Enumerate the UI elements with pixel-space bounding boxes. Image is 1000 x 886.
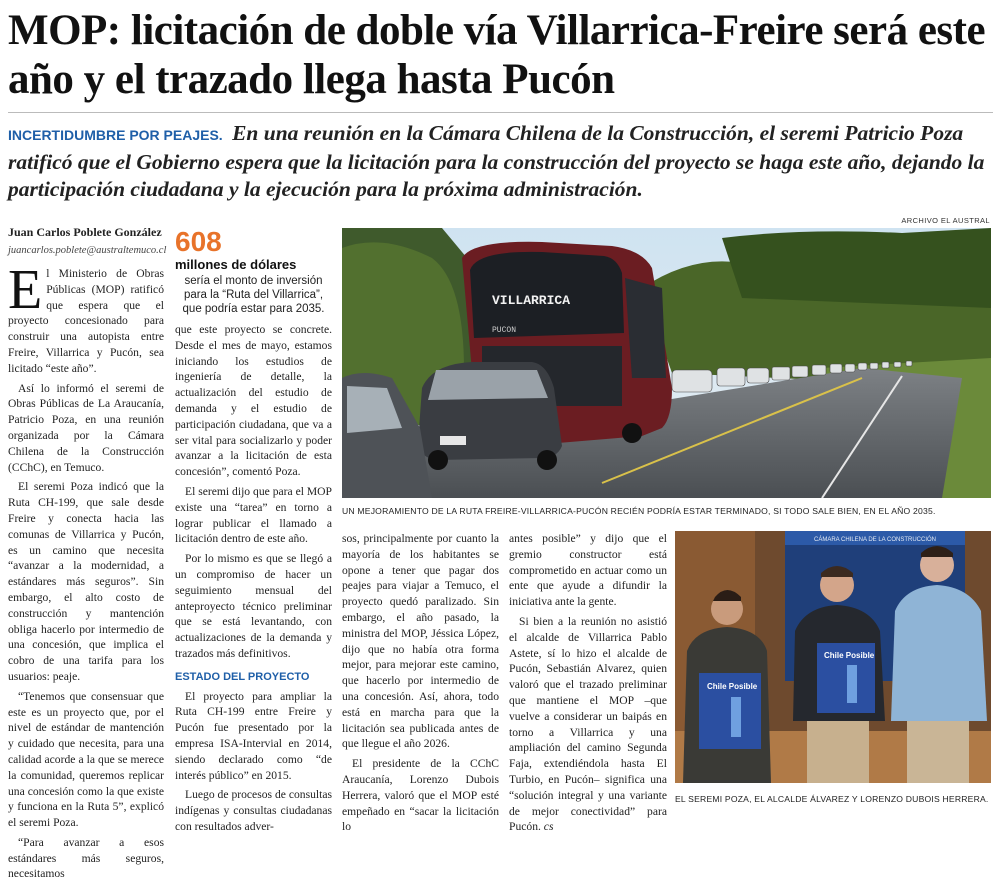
headline: MOP: licitación de doble vía Villarrica-Freire será este año y el trazado llega hasta Pucón (8, 7, 986, 103)
stat-unit: millones de dólares (175, 257, 297, 272)
bus-sign: VILLARRICA (492, 293, 571, 308)
paragraph: “Para avanzar a esos estándares más seguros, necesitamos (8, 835, 164, 881)
suv (418, 362, 562, 470)
byline-author: Juan Carlos Poblete González (8, 225, 162, 239)
byline-email: juancarlos.poblete@australtemuco.cl (8, 245, 167, 256)
paragraph: antes posible” y dijo que el gremio constructor está comprometido en actuar como un ente que ayude a difundir la iniciativa ante la gente. (509, 532, 667, 609)
article-column-4 (509, 531, 667, 839)
stat-description: sería el monto de inversión para la “Ruta del Villarrica”, que podría estar para 2035. (182, 275, 325, 315)
traffic-photo (342, 228, 991, 498)
byline (8, 224, 168, 258)
dropcap: E (8, 259, 43, 321)
end-mark: cs (543, 820, 554, 834)
deck (8, 120, 993, 203)
headline-divider (8, 112, 993, 113)
paragraph: sos, principalmente por cuanto la mayoría de los habitantes se opone a tener que pagar dos peajes para viajar a Temuco, el proyecto quedó paralizado. Sin embargo, el año pasado, la ministra del MOP, Jéssica López, dijo que no había otra forma mejor, para mejorar este camino, que hacerlo por intermedio de una concesión. Así, ahora, todo está en marcha para que la licitación sea publicada antes de que llegue el año 2026. (342, 532, 499, 751)
paragraph: que este proyecto se concrete. Desde el mes de mayo, estamos iniciando los estudios de ingeniería de detalle, la actualización del estudio de demanda y el estudio de participación ciudadana, que va a ser vital para socializarlo y poder avanzar a la licitación de esta concesión”, comentó Poza. (175, 323, 332, 479)
article-column-3 (342, 531, 499, 839)
paragraph: Así lo informó el seremi de Obras Públicas de La Araucanía, Patricio Poza, en una reunión organizada por la Cámara Chilena de la Construcción (CChC), en Temuco. (8, 381, 164, 474)
book-chile-posible-right (817, 643, 875, 713)
article-column-2 (175, 227, 332, 839)
traffic-photo-caption: UN MEJORAMIENTO DE LA RUTA FREIRE-VILLARRICA-PUCÓN RECIÉN PODRÍA ESTAR TERMINADO, SI TODO SALE BIEN, EN EL AÑO 2035. (342, 506, 936, 516)
stat-box (175, 227, 332, 316)
officials-scene (675, 531, 991, 783)
officials-photo-caption: EL SEREMI POZA, EL ALCALDE ÁLVAREZ Y LORENZO DUBOIS HERRERA. (675, 794, 989, 804)
deck-text: En una reunión en la Cámara Chilena de la Construcción, el seremi Patricio Poza ratificó que el Gobierno espera que la licitación para la construcción del proyecto se haga este año, dejando la participación ciudadana y la ejecución para la próxima administración. (8, 121, 985, 201)
book-chile-posible-left (699, 673, 761, 749)
stat-number: 608 (175, 226, 222, 257)
deck-kicker: INCERTIDUMBRE POR PEAJES. (8, 127, 223, 143)
paragraph: Si bien a la reunión no asistió el alcalde de Villarrica Pablo Astete, sí lo hizo el alcalde de Pucón, Sebastián Alvarez, quien valoró que el trazado preliminar que mantiene el MOP –que vuelve a considerar un baipás en torno a Villarrica y una ampliación del camino Segunda Faja, extendiéndola hasta El Turbio, en Pucón– significa una “solución integral y una variante de mejor conectividad” para Pucón. cs (509, 614, 667, 834)
book-title: Chile Posible (824, 651, 875, 660)
section-subhead: ESTADO DEL PROYECTO (175, 670, 310, 683)
paragraph: El proyecto para ampliar la Ruta CH-199 entre Freire y Pucón fue presentado por la empresa ISA-Intervial en 2014, siendo declarado como “de interés público” en 2015. (175, 689, 332, 782)
bus-sign-secondary: PUCON (492, 326, 517, 335)
paragraph: Por lo mismo es que se llegó a un compromiso de hacer un seguimiento mensual del anteproyecto técnico preliminar que se está levantando, con actualizaciones de la demanda y trazados más definitivos. (175, 552, 332, 660)
photo-credit: ARCHIVO EL AUSTRAL (901, 216, 990, 225)
paragraph: El Ministerio de Obras Públicas (MOP) ratificó que espera que el proyecto concesionado para construir una autopista entre Freire, Villarrica y Pucón, sea licitado “este año”. (8, 259, 164, 375)
paragraph: El seremi dijo que para el MOP existe una “tarea” en torno a lograr publicar el llamado a licitación dentro de este año. (175, 484, 332, 546)
paragraph: El presidente de la CChC Araucanía, Lorenzo Dubois Herrera, valoró que el MOP esté empeñado en “sacar la licitación lo (342, 757, 499, 834)
paragraph: “Tenemos que consensuar que este es un proyecto que, por el nivel de estándar de mantención y cuidado que necesita, para una calidad acorde a la que se merece la comunidad, queremos replicar una concesión como la que existe y funciona en la Ruta 5”, explicó el seremi Poza. (8, 689, 164, 830)
traffic-scene (342, 228, 991, 498)
officials-photo (675, 531, 991, 783)
book-title: Chile Posible (707, 682, 758, 691)
paragraph: Luego de procesos de consultas indígenas y consultas ciudadanas con resultados adver- (175, 788, 332, 833)
article-column-1 (8, 259, 164, 886)
paragraph: El seremi Poza indicó que la Ruta CH-199, que sale desde Freire y conecta hacia las comunas de Villarrica y Pucón, es un camino que necesita “avanzar a la modernidad, a estándares más seguros”. Sin embargo, el alto costo de construcción y mantención obliga hacerlo por intermedio de una concesión, que implica el cobro de una tarifa para los usuarios: peaje. (8, 480, 164, 683)
banner-text: CÁMARA CHILENA DE LA CONSTRUCCIÓN (813, 537, 937, 543)
